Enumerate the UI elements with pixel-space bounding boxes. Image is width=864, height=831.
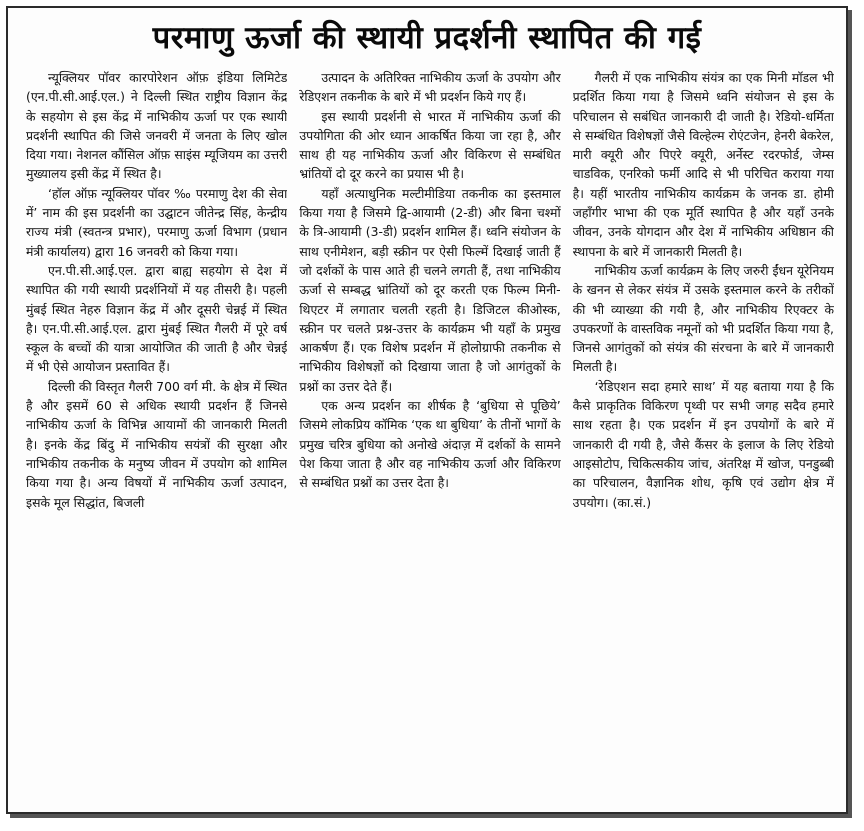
paragraph: उत्पादन के अतिरिक्त नाभिकीय ऊर्जा के उपयोग और रेडिएशन तकनीक के बारे में भी प्रदर्शन किये गए हैं। <box>299 70 561 105</box>
paragraph: गैलरी में एक नाभिकीय संयंत्र का एक मिनी मॉडल भी प्रदर्शित किया गया है जिसमे ध्वनि संयोजन से इस के परिचालन से सबंधित जानकारी दी जाती है। रेडियो-धर्मिता से सम्बंधित विशेषज्ञों जैसे विल्हेल्म रोएंटजेन, हेनरी बेकरेल, मारी क्यूरी और पिएरे क्यूरी, अर्नेस्ट रदरफोर्ड, जेम्स चाडविक, एनरिको फर्मी आदि से भी परिचित कराया गया है। यहीं भारतीय नाभिकीय कार्यक्रम के जनक डा. होमी जहाँगीर भाभा की एक मूर्ति स्थापित है और यहाँ उनके जीवन, उनके योगदान और देश में नाभिकीय अधिष्ठान की स्थापना के बारे में जानकारी मिलती है। <box>572 70 834 259</box>
paragraph: इस स्थायी प्रदर्शनी से भारत में नाभिकीय ऊर्जा की उपयोगिता की ओर ध्यान आकर्षित किया जा रहा है, और साथ ही यह नाभिकीय ऊर्जा और विकिरण से सम्बंधित भ्रांतियों दो दूर करने का प्रयास भी है। <box>299 108 561 182</box>
column-2 <box>299 68 560 808</box>
column-1 <box>26 68 287 808</box>
article-columns <box>26 68 834 808</box>
paragraph: न्यूक्लियर पॉवर कारपोरेशन ऑफ़ इंडिया लिमिटेड (एन.पी.सी.आई.एल.) ने दिल्ली स्थित राष्ट्रीय विज्ञान केंद्र के सहयोग से इस केंद्र में नाभिकीय ऊर्जा पर एक स्थायी प्रदर्शनी स्थापित की जिसे जनवरी में जनता के लिए खोल दिया गया। नेशनल कौंसिल ऑफ़ साइंस म्यूजियम का उत्तरी मुख्यालय इसी केंद्र में स्थित है। <box>26 70 288 182</box>
paragraph: ‘रेडिएशन सदा हमारे साथ’ में यह बताया गया है कि कैसे प्राकृतिक विकिरण पृथ्वी पर सभी जगह सदैव हमारे साथ रहता है। एक प्रदर्शन में इन उपयोगों के बारे में जानकारी दी गयी है, जैसे कैंसर के इलाज के लिए रेडियो आइसोटोप, चिकित्सकीय जांच, अंतरिक्ष में खोज, पनडुब्बी का परिचालन, वैज्ञानिक शोध, कृषि एवं उद्योग क्षेत्र में उपयोग। (का.सं.) <box>572 378 834 510</box>
paragraph: ‘हॉल ऑफ़ न्यूक्लियर पॉवर ‰ परमाणु देश की सेवा में’ नाम की इस प्रदर्शनी का उद्घाटन जीतेन्द्र सिंह, केन्द्रीय राज्य मंत्री (स्वतन्त्र प्रभार), परमाणु ऊर्जा विभाग (प्रधान मंत्री कार्यालय) द्वारा 16 जनवरी को किया गया। <box>26 185 288 259</box>
paragraph: यहाँ अत्याधुनिक मल्टीमीडिया तकनीक का इस्तमाल किया गया है जिसमे द्वि-आयामी (2-डी) और बिना चश्मों के त्रि-आयामी (3-डी) प्रदर्शन शामिल हैं। ध्वनि संयोजन के साथ एनीमेशन, बड़ी स्क्रीन पर ऐसी फिल्में दिखाई जाती हैं जो दर्शकों के पास आते ही चलने लगती हैं, तथा नाभिकीय ऊर्जा से सम्बद्ध भ्रांतियों को दूर करती एक फिल्म मिनी-थिएटर में लगातार चलती रहती है। डिजिटल कीओस्क, स्क्रीन पर चलते प्रश्न-उत्तर के कार्यक्रम भी यहाँ के प्रमुख आकर्षण हैं। एक विशेष प्रदर्शन में होलोग्राफी तकनीक से नाभिकीय विशेषज्ञों को दिखाया जाता है जो आगंतुकों के प्रश्नों का उत्तर देते हैं। <box>299 185 561 394</box>
paragraph: एक अन्य प्रदर्शन का शीर्षक है ‘बुधिया से पूछिये’ जिसमे लोकप्रिय कॉमिक ‘एक था बुधिया’ के तीनों भागों के प्रमुख चरित्र बुधिया को अनोखे अंदाज़ में दर्शकों के सामने पेश किया जाता है और वह नाभिकीय ऊर्जा और विकिरण से सम्बंधित प्रश्नों का उत्तर देता है। <box>299 398 561 491</box>
paragraph: दिल्ली की विस्तृत गैलरी 700 वर्ग मी. के क्षेत्र में स्थित है और इसमें 60 से अधिक स्थायी प्रदर्शन हैं जिनसे नाभिकीय ऊर्जा के विभिन्न आयामों की जानकारी मिलती है। इनके केंद्र बिंदु में नाभिकीय सयंत्रों की सुरक्षा और नाभिकीय तकनीक के मनुष्य जीवन में उपयोग को शामिल किया गया है। अन्य विषयों में नाभिकीय ऊर्जा उत्पादन, इसके मूल सिद्धांत, बिजली <box>26 378 288 510</box>
column-3 <box>573 68 834 808</box>
paragraph: नाभिकीय ऊर्जा कार्यक्रम के लिए जरुरी ईंधन यूरेनियम के खनन से लेकर संयंत्र में उसके इस्तमाल करने के तरीकों की भी व्याख्या की गयी है, और नाभिकीय रिएक्टर के उपकरणों के वास्तविक नमूनों को भी प्रदर्शित किया गया है, जिनसे आगंतुकों को संयंत्र की संरचना के बारे में जानकारी मिलती है। <box>572 262 834 375</box>
article-frame <box>6 6 848 814</box>
paragraph: एन.पी.सी.आई.एल. द्वारा बाह्य सहयोग से देश में स्थापित की गयी स्थायी प्रदर्शनियों में यह तीसरी है। पहली मुंबई स्थित नेहरु विज्ञान केंद्र में और दूसरी चेन्नई में स्थित है। एन.पी.सी.आई.एल. द्वारा मुंबई स्थित गैलरी में पूरे वर्ष स्कूल के बच्चों की यात्रा आयोजित की जाती है और चेन्नई में भी ऐसे आयोजन प्रस्तावित हैं। <box>26 262 288 375</box>
headline: परमाणु ऊर्जा की स्थायी प्रदर्शनी स्थापित की गई <box>152 20 702 56</box>
